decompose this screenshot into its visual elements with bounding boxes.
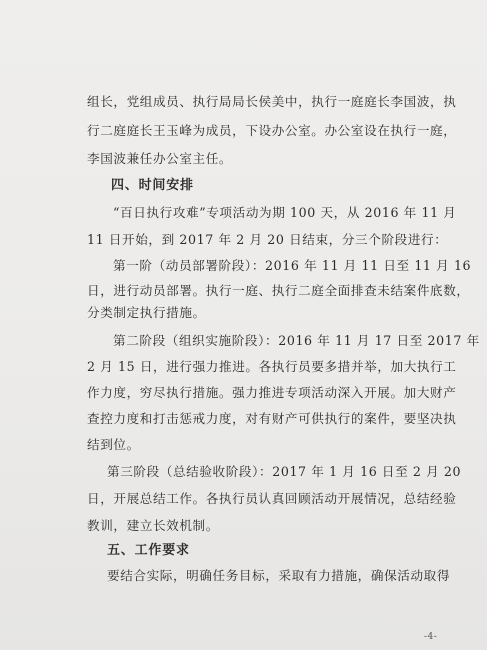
phase-2-line-3: 作力度，穷尽执行措施。强力推进专项活动深入开展。加大财产 [87, 385, 457, 400]
intro-line-1: 组长，党组成员、执行局局长侯美中，执行一庭庭长李国波，执 [87, 94, 457, 109]
section-4-intro-line-2: 11 日开始，到 2017 年 2 月 20 日结束，分三个阶段进行： [87, 232, 448, 247]
phase-2-line-2: 2 月 15 日，进行强力推进。各执行员要多措并举，加大执行工 [87, 359, 457, 374]
phase-3-line-1: 第三阶段（总结验收阶段）：2017 年 1 月 16 日至 2 月 20 [107, 464, 462, 479]
page-number: -4- [424, 632, 438, 642]
phase-1-line-2: 日，进行动员部署。执行一庭、执行二庭全面排查未结案件底数， [87, 283, 470, 298]
phase-1-line-1: 第一阶（动员部署阶段）：2016 年 11 月 11 日至 11 月 16 [113, 258, 472, 273]
phase-3-line-3: 教训，建立长效机制。 [87, 518, 219, 533]
intro-line-2: 行二庭庭长王玉峰为成员，下设办公室。办公室设在执行一庭， [87, 123, 457, 138]
section-5-line-1: 要结合实际，明确任务目标，采取有力措施，确保活动取得 [107, 568, 451, 583]
section-4-heading: 四、时间安排 [111, 178, 194, 193]
section-4-intro-line-1: “百日执行攻难”专项活动为期 100 天，从 2016 年 11 月 [113, 205, 457, 220]
phase-3-line-2: 日，开展总结工作。各执行员认真回顾活动开展情况，总结经验 [87, 491, 457, 506]
section-5-heading: 五、工作要求 [107, 543, 190, 558]
phase-2-line-1: 第二阶段（组织实施阶段）：2016 年 11 月 17 日至 2017 年 [113, 333, 480, 348]
phase-1-line-3: 分类制定执行措施。 [87, 305, 206, 320]
phase-2-line-5: 结到位。 [87, 437, 140, 452]
phase-2-line-4: 查控力度和打击惩戒力度，对有财产可供执行的案件，要坚决执 [87, 411, 457, 426]
intro-line-3: 李国波兼任办公室主任。 [87, 151, 233, 166]
